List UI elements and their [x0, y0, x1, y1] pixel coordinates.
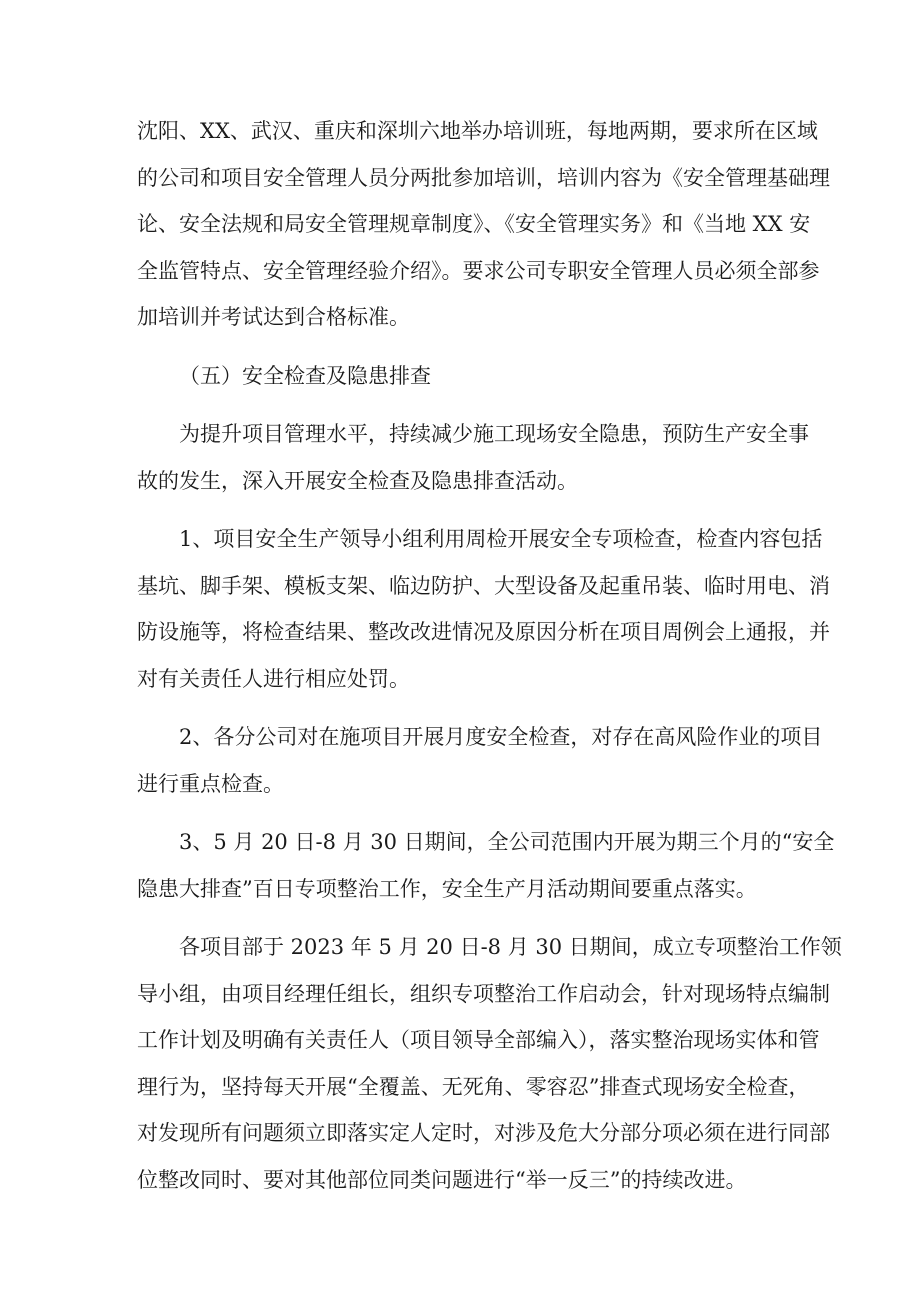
text-line: 沈阳、XX、武汉、重庆和深圳六地举办培训班，每地两期，要求所在区域	[137, 119, 818, 143]
paragraph-project-dept	[137, 924, 842, 1203]
text-line: 位整改同时、要对其他部位同类问题进行“举一反三”的持续改进。	[137, 1167, 747, 1192]
text-line: 故的发生，深入开展安全检查及隐患排查活动。	[137, 468, 578, 493]
text-line: 进行重点检查。	[137, 771, 284, 796]
text-line: 防设施等，将检查结果、整改改进情况及原因分析在项目周例会上通报，并	[137, 620, 830, 644]
section-heading-text: （五）安全检查及隐患排查	[179, 363, 431, 388]
text-line: 对发现所有问题须立即落实定人定时，对涉及危大分部分项必须在进行同部	[137, 1121, 830, 1145]
text-line: 3、5 月 20 日-8 月 30 日期间，全公司范围内开展为期三个月的“安全	[179, 830, 835, 854]
text-line: 1、项目安全生产领导小组利用周检开展安全专项检查，检查内容包括	[179, 527, 823, 551]
text-line: 全监管特点、安全管理经验介绍》。要求公司专职安全管理人员必须全部参	[137, 258, 820, 283]
paragraph-item-3	[137, 819, 835, 912]
paragraph-item-2	[137, 714, 823, 807]
text-line: 为提升项目管理水平，持续减少施工现场安全隐患，预防生产安全事	[179, 422, 809, 446]
document-page	[137, 108, 842, 1203]
paragraph-intro	[137, 411, 809, 504]
paragraph-training	[137, 108, 830, 341]
section-heading	[137, 353, 803, 400]
text-line: 基坑、脚手架、模板支架、临边防护、大型设备及起重吊装、临时用电、消	[137, 573, 830, 598]
text-line: 对有关责任人进行相应处罚。	[137, 666, 410, 691]
text-line: 加培训并考试达到合格标准。	[137, 305, 410, 329]
text-line: 2、各分公司对在施项目开展月度安全检查，对存在高风险作业的项目	[179, 725, 823, 749]
text-line: 导小组，由项目经理任组长，组织专项整治工作启动会，针对现场特点编制	[137, 981, 830, 1006]
text-line: 论、安全法规和局安全管理规章制度》、《安全管理实务》和《当地 XX 安	[137, 212, 811, 236]
text-line: 工作计划及明确有关责任人（项目领导全部编入），落实整治现场实体和管	[137, 1028, 820, 1052]
paragraph-item-1	[137, 516, 830, 702]
text-line: 的公司和项目安全管理人员分两批参加培训，培训内容为《安全管理基础理	[137, 165, 830, 190]
text-line: 隐患大排查”百日专项整治工作，安全生产月活动期间要重点落实。	[137, 876, 757, 901]
text-line: 理行为，坚持每天开展“全覆盖、无死角、零容忍”排查式现场安全检查，	[137, 1074, 810, 1099]
text-line: 各项目部于 2023 年 5 月 20 日-8 月 30 日期间，成立专项整治工作领	[179, 935, 842, 959]
